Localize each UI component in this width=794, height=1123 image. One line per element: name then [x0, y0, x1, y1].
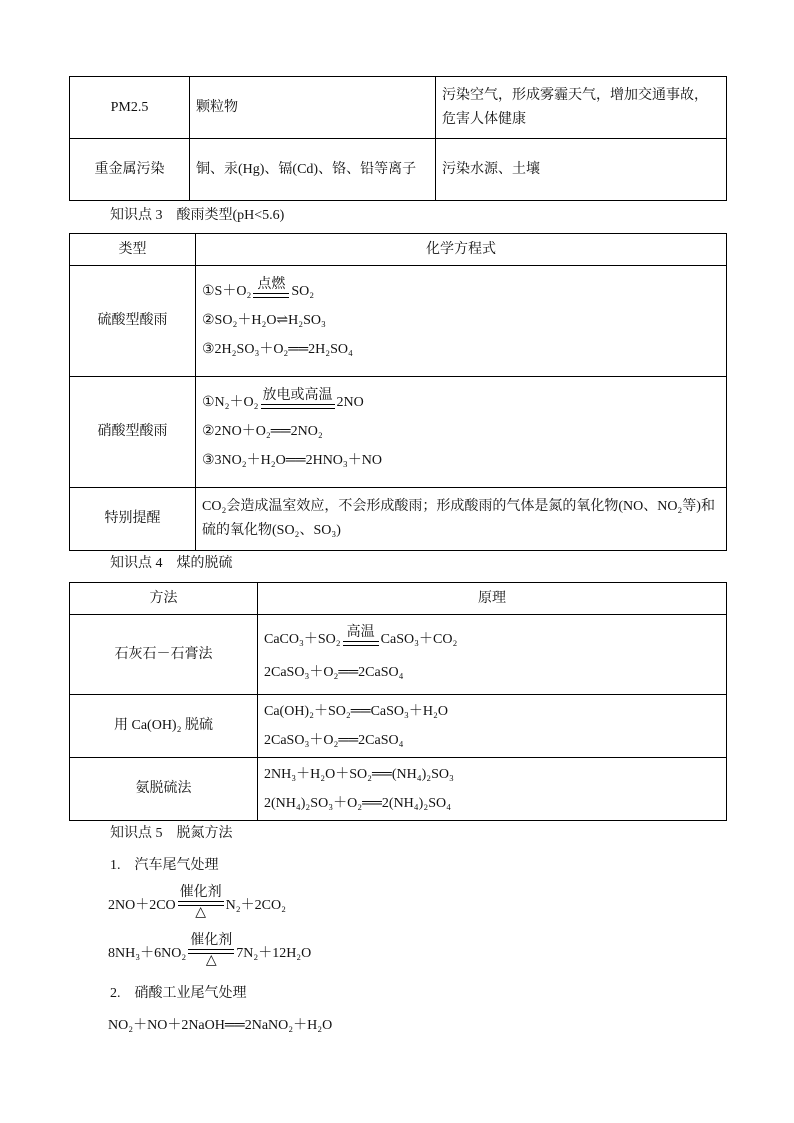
- reaction-condition: 点燃: [253, 277, 289, 298]
- method-ammonia: 氨脱硫法: [70, 758, 258, 821]
- equation: ①S＋O₂ 点燃 SO₂: [202, 276, 315, 299]
- equation: 2(NH₄)₂SO₃＋O₂══2(NH₄)₂SO₄: [264, 795, 451, 811]
- acid-rain-table: [69, 233, 727, 551]
- table-row: [70, 377, 727, 488]
- note-text: CO₂会造成温室效应，不会形成酸雨；形成酸雨的气体是氮的氧化物(NO、NO₂等)和硫的氧化物(SO₂、SO₃): [196, 488, 727, 551]
- pollutant-name: PM2.5: [70, 77, 190, 139]
- equation: 2CaSO₃＋O₂══2CaSO₄: [264, 664, 404, 680]
- table-row: [70, 266, 727, 377]
- table-row: [70, 488, 727, 551]
- pollutant-component: 颗粒物: [190, 77, 436, 139]
- table-header-row: [70, 583, 727, 615]
- equation-exhaust-2: 8NH₃＋6NO₂ 催化剂 △ 7N₂＋12H₂O: [108, 932, 312, 968]
- pollutant-component: 铜、汞(Hg)、镉(Cd)、铬、铅等离子: [190, 139, 436, 201]
- table-row: [70, 77, 727, 139]
- reaction-condition: 催化剂 △: [179, 884, 222, 920]
- pollution-table: [69, 76, 727, 201]
- section-3-title: 知识点 3 酸雨类型(pH<5.6): [110, 208, 285, 223]
- method-calcium-hydroxide: 用 Ca(OH)₂ 脱硫: [70, 695, 258, 758]
- pollutant-name: 重金属污染: [70, 139, 190, 201]
- equation: 2CaSO₃＋O₂══2CaSO₄: [264, 732, 404, 748]
- reaction-condition: 放电或高温: [261, 388, 335, 409]
- equations-cell: [258, 615, 727, 695]
- equations-cell: [258, 695, 727, 758]
- equation-tail-gas: NO₂＋NO＋2NaOH══2NaNO₂＋H₂O: [108, 1018, 333, 1033]
- equations-cell: [196, 377, 727, 488]
- equation: 2NH₃＋H₂O＋SO₂══(NH₄)₂SO₃: [264, 766, 454, 782]
- equation: ①N₂＋O₂ 放电或高温 2NO: [202, 387, 364, 410]
- header-method: 方法: [70, 583, 258, 615]
- subsection-vehicle-exhaust: 1. 汽车尾气处理: [110, 858, 219, 873]
- subsection-nitric-acid-tail-gas: 2. 硝酸工业尾气处理: [110, 986, 247, 1001]
- method-limestone: 石灰石－石膏法: [70, 615, 258, 695]
- type-sulfuric: 硫酸型酸雨: [70, 266, 196, 377]
- equations-cell: [258, 758, 727, 821]
- type-nitric: 硝酸型酸雨: [70, 377, 196, 488]
- coal-desulfurization-table: [69, 582, 727, 821]
- equation: ②SO₂＋H₂O⇌H₂SO₃: [202, 313, 326, 328]
- table-row: [70, 758, 727, 821]
- equation: ③3NO₂＋H₂O══2HNO₃＋NO: [202, 453, 383, 468]
- table-row: [70, 695, 727, 758]
- table-header-row: [70, 234, 727, 266]
- pollutant-harm: 污染空气，形成雾霾天气，增加交通事故，危害人体健康: [436, 77, 727, 139]
- equation-exhaust-1: 2NO＋2CO 催化剂 △ N₂＋2CO₂: [108, 884, 286, 920]
- section-4-title: 知识点 4 煤的脱硫: [110, 556, 233, 571]
- equation: Ca(OH)₂＋SO₂══CaSO₃＋H₂O: [264, 703, 449, 719]
- table-row: [70, 139, 727, 201]
- equation: ②2NO＋O₂══2NO₂: [202, 424, 323, 439]
- table-row: [70, 615, 727, 695]
- pollutant-harm: 污染水源、土壤: [436, 139, 727, 201]
- header-principle: 原理: [258, 583, 727, 615]
- header-type: 类型: [70, 234, 196, 266]
- reaction-condition: 高温: [343, 625, 379, 646]
- section-5-title: 知识点 5 脱氮方法: [110, 826, 233, 841]
- equation: ③2H₂SO₃＋O₂══2H₂SO₄: [202, 342, 353, 357]
- type-note: 特别提醒: [70, 488, 196, 551]
- header-equation: 化学方程式: [196, 234, 727, 266]
- equations-cell: [196, 266, 727, 377]
- equation: CaCO₃＋SO₂ 高温 CaSO₃＋CO₂: [264, 624, 458, 647]
- reaction-condition: 催化剂 △: [190, 932, 233, 968]
